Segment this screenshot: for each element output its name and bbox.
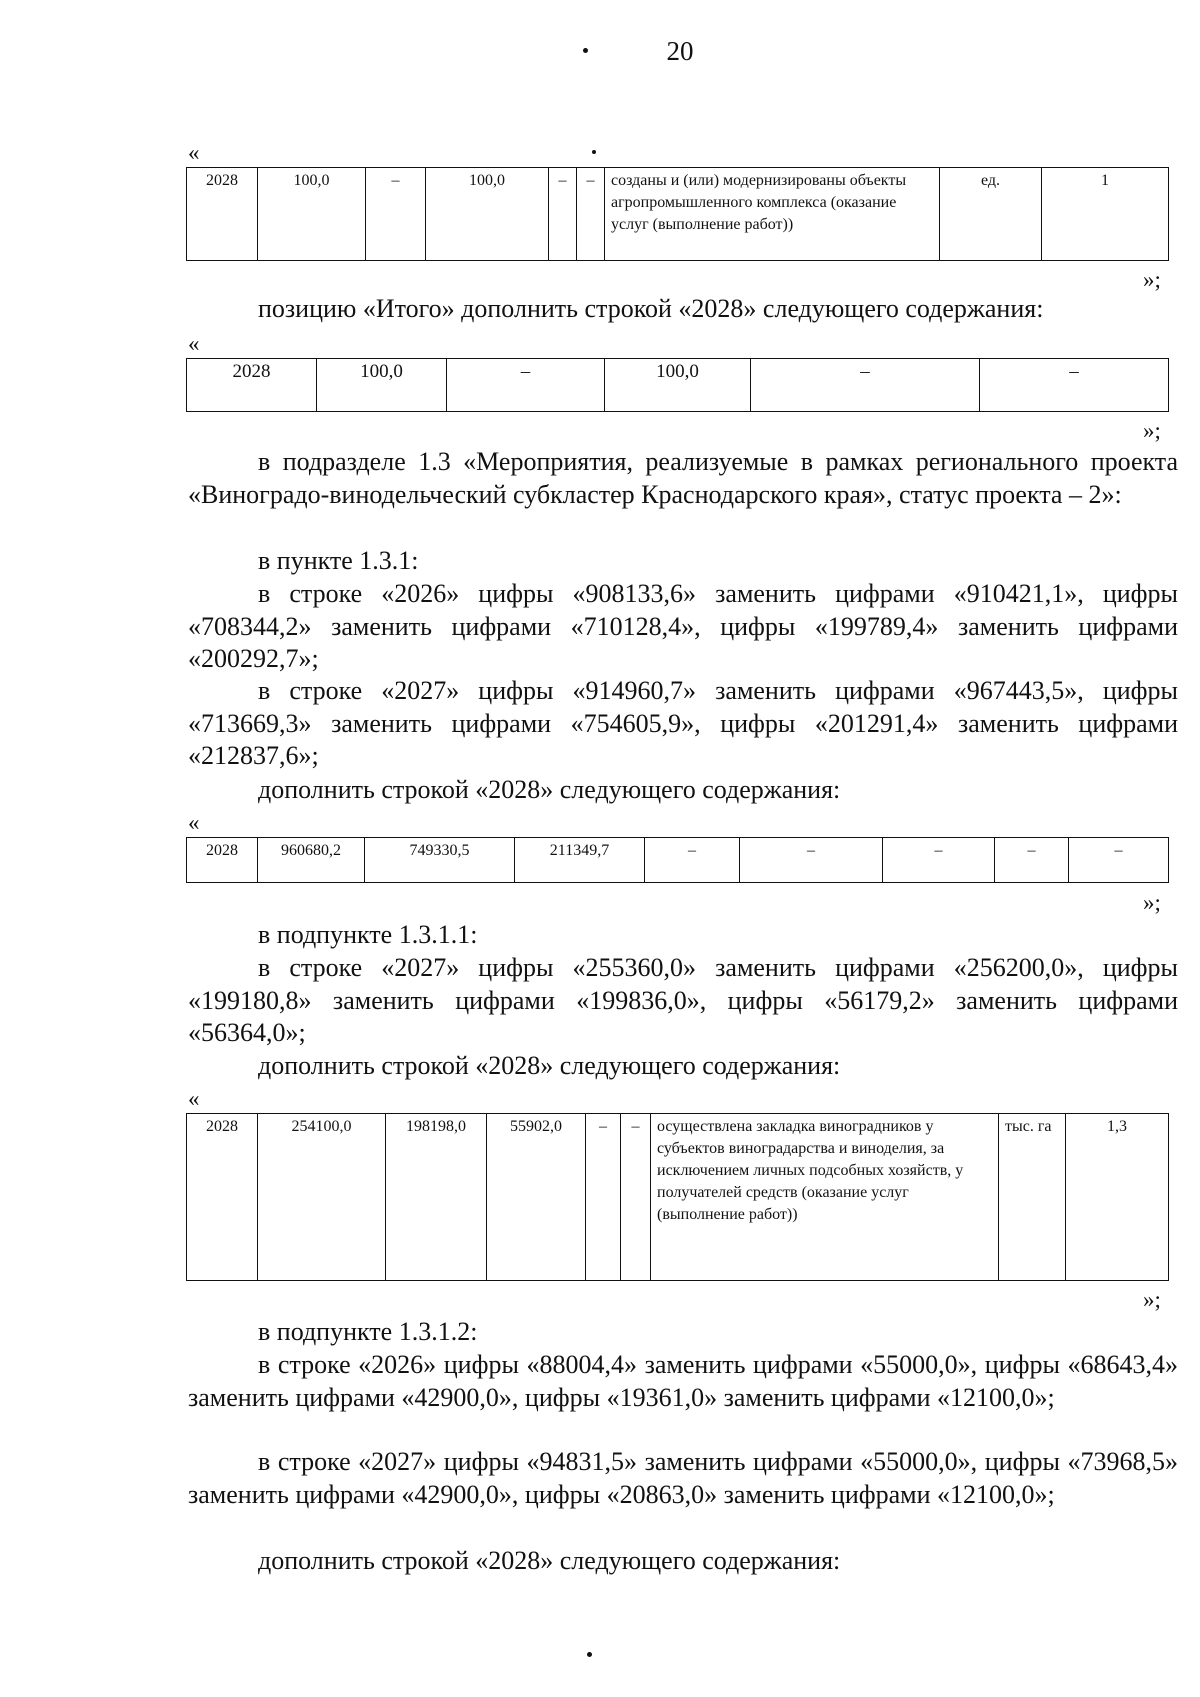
table1-year: 2028 bbox=[187, 168, 258, 261]
para-add-row-3: дополнить строкой «2028» следующего содержания: bbox=[258, 1546, 841, 1575]
quote-open: « bbox=[188, 810, 200, 835]
table4-unit: тыс. га bbox=[999, 1114, 1066, 1281]
table2-col2: – bbox=[447, 359, 605, 412]
table3-col3: 211349,7 bbox=[515, 838, 645, 883]
quote-close: »; bbox=[1143, 267, 1161, 292]
table4-col5: – bbox=[621, 1114, 651, 1281]
table4-col1: 254100,0 bbox=[258, 1114, 386, 1281]
quote-close: »; bbox=[1143, 418, 1161, 443]
para-subitem-1-3-1-2: в подпункте 1.3.1.2: bbox=[258, 1317, 478, 1346]
table4-value: 1,3 bbox=[1066, 1114, 1169, 1281]
table-1 bbox=[186, 167, 1169, 261]
para-1-3-1-2-2027: в строке «2027» цифры «94831,5» заменить цифрами «55000,0», цифры «73968,5» заменить цифрами «42900,0», цифры «20863,0» заменить цифрами «12100,0»; bbox=[188, 1447, 1178, 1509]
para-add-row-1: дополнить строкой «2028» следующего содержания: bbox=[258, 775, 841, 804]
quote-close: »; bbox=[1143, 1287, 1161, 1312]
quote-open: « bbox=[188, 1086, 200, 1111]
para-subitem-1-3-1-1: в подпункте 1.3.1.1: bbox=[258, 920, 478, 949]
scan-dot bbox=[592, 150, 596, 154]
para-1-3-1-2027: в строке «2027» цифры «914960,7» заменить цифрами «967443,5», цифры «713669,3» заменить цифрами «754605,9», цифры «201291,4» заменить цифрами «212837,6»; bbox=[188, 676, 1178, 770]
table2-col5: – bbox=[980, 359, 1169, 412]
table-3 bbox=[186, 837, 1169, 883]
table-2 bbox=[186, 358, 1169, 412]
table3-col8: – bbox=[1069, 838, 1169, 883]
table1-result: созданы и (или) модернизированы объекты агропромышленного комплекса (оказание услуг (выполнение работ)) bbox=[605, 168, 940, 261]
table3-col7: – bbox=[995, 838, 1069, 883]
table-4 bbox=[186, 1113, 1169, 1281]
para-item-1-3-1: в пункте 1.3.1: bbox=[258, 546, 419, 575]
table3-col2: 749330,5 bbox=[365, 838, 515, 883]
table1-col3: 100,0 bbox=[426, 168, 549, 261]
para-subsection-1-3: в подразделе 1.3 «Мероприятия, реализуемые в рамках регионального проекта «Виноградо-винодельческий субкластер Краснодарского края», статус проекта – 2»: bbox=[188, 447, 1178, 509]
quote-open: « bbox=[188, 140, 200, 165]
para-1-3-1-1-2027: в строке «2027» цифры «255360,0» заменить цифрами «256200,0», цифры «199180,8» заменить цифрами «199836,0», цифры «56179,2» заменить цифрами «56364,0»; bbox=[188, 953, 1178, 1047]
para-itogo: позицию «Итого» дополнить строкой «2028» следующего содержания: bbox=[258, 294, 1044, 323]
table4-year: 2028 bbox=[187, 1114, 258, 1281]
table1-col5: – bbox=[577, 168, 605, 261]
table4-col2: 198198,0 bbox=[386, 1114, 487, 1281]
table2-col3: 100,0 bbox=[605, 359, 751, 412]
quote-close: »; bbox=[1143, 890, 1161, 915]
table4-col3: 55902,0 bbox=[487, 1114, 586, 1281]
table2-col4: – bbox=[751, 359, 980, 412]
table1-col2: – bbox=[366, 168, 426, 261]
para-1-3-1-2-2026: в строке «2026» цифры «88004,4» заменить цифрами «55000,0», цифры «68643,4» заменить цифрами «42900,0», цифры «19361,0» заменить цифрами «12100,0»; bbox=[188, 1350, 1178, 1412]
table1-unit: ед. bbox=[940, 168, 1042, 261]
quote-open: « bbox=[188, 331, 200, 356]
table3-year: 2028 bbox=[187, 838, 258, 883]
table3-col4: – bbox=[645, 838, 740, 883]
table1-value: 1 bbox=[1042, 168, 1169, 261]
para-1-3-1-2026: в строке «2026» цифры «908133,6» заменить цифрами «910421,1», цифры «708344,2» заменить цифрами «710128,4», цифры «199789,4» заменить цифрами «200292,7»; bbox=[188, 579, 1178, 673]
table2-col1: 100,0 bbox=[317, 359, 447, 412]
para-add-row-2: дополнить строкой «2028» следующего содержания: bbox=[258, 1051, 841, 1080]
table2-year: 2028 bbox=[187, 359, 317, 412]
table3-col5: – bbox=[740, 838, 883, 883]
table3-col6: – bbox=[883, 838, 995, 883]
footer-dot bbox=[587, 1652, 592, 1657]
table1-col4: – bbox=[549, 168, 577, 261]
table1-col1: 100,0 bbox=[258, 168, 366, 261]
table4-col4: – bbox=[586, 1114, 621, 1281]
table4-result: осуществлена закладка виноградников у субъектов виноградарства и виноделия, за исключением личных подсобных хозяйств, у получателей средств (оказание услуг (выполнение работ)) bbox=[651, 1114, 999, 1281]
table3-col1: 960680,2 bbox=[258, 838, 365, 883]
page-number: 20 bbox=[666, 36, 694, 66]
